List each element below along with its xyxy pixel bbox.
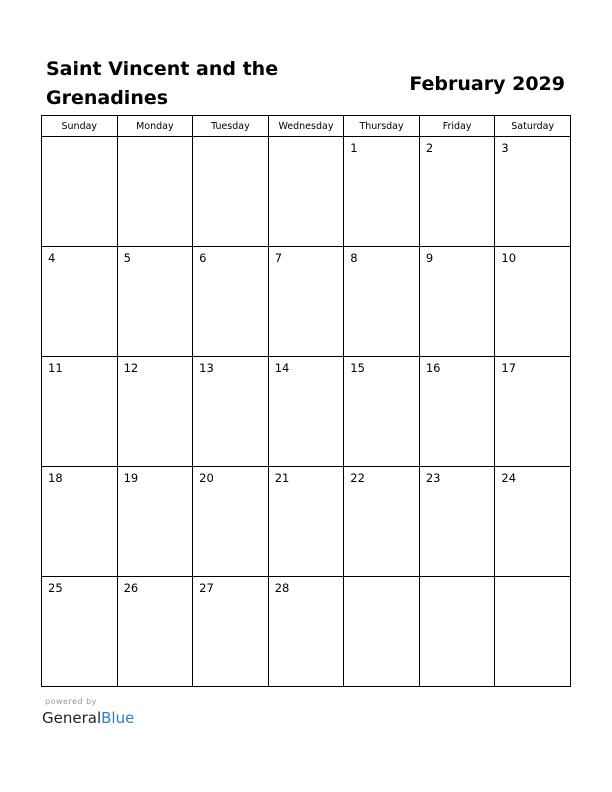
day-number: 7 xyxy=(274,251,283,265)
day-number: 12 xyxy=(123,361,139,375)
region-title xyxy=(46,55,306,113)
day-cell xyxy=(117,137,193,247)
day-number: 20 xyxy=(199,471,214,485)
weekday-header: Thursday xyxy=(344,116,420,137)
day-number: 18 xyxy=(48,471,63,485)
day-number: 24 xyxy=(501,471,517,485)
day-cell xyxy=(344,247,420,357)
day-number: 10 xyxy=(501,251,517,265)
day-cell xyxy=(117,467,193,577)
weekday-header: Sunday xyxy=(42,116,118,137)
day-number: 21 xyxy=(274,471,290,485)
powered-by-label: powered by xyxy=(45,697,97,706)
day-number: 2 xyxy=(425,141,434,155)
day-cell xyxy=(117,577,193,687)
weekday-header: Monday xyxy=(117,116,193,137)
day-number xyxy=(420,577,495,581)
week-row xyxy=(42,467,571,577)
day-number: 8 xyxy=(350,251,358,265)
weekday-header: Saturday xyxy=(495,116,571,137)
day-cell xyxy=(419,577,495,687)
day-number: 25 xyxy=(48,581,63,595)
weekday-header-row xyxy=(42,116,571,137)
week-row xyxy=(42,247,571,357)
day-number: 5 xyxy=(123,251,131,265)
day-number: 27 xyxy=(199,581,214,595)
day-cell xyxy=(419,137,495,247)
day-number xyxy=(42,137,117,141)
day-cell xyxy=(495,357,571,467)
day-cell xyxy=(42,467,118,577)
day-cell xyxy=(193,137,269,247)
day-cell xyxy=(42,247,118,357)
day-cell xyxy=(495,577,571,687)
day-cell xyxy=(193,247,269,357)
day-number: 4 xyxy=(48,251,56,265)
day-cell xyxy=(419,357,495,467)
day-cell xyxy=(268,467,344,577)
day-number: 23 xyxy=(425,471,441,485)
day-number xyxy=(118,137,193,141)
day-cell xyxy=(268,247,344,357)
weekday-header: Friday xyxy=(419,116,495,137)
footer-branding xyxy=(42,697,134,728)
day-cell xyxy=(344,577,420,687)
day-number: 26 xyxy=(123,581,139,595)
region-title-line1: Saint Vincent and the xyxy=(46,58,279,80)
day-cell xyxy=(344,137,420,247)
day-number: 11 xyxy=(48,361,63,375)
day-number xyxy=(193,137,268,141)
month-year-title: February 2029 xyxy=(409,73,565,95)
day-number xyxy=(495,577,570,581)
day-number: 13 xyxy=(199,361,214,375)
day-cell xyxy=(42,577,118,687)
day-number: 3 xyxy=(501,141,509,155)
weekday-header: Wednesday xyxy=(268,116,344,137)
day-cell xyxy=(495,247,571,357)
day-cell xyxy=(117,357,193,467)
calendar-grid xyxy=(41,115,571,687)
generalblue-logo[interactable] xyxy=(42,708,134,728)
day-cell xyxy=(42,137,118,247)
day-number: 9 xyxy=(425,251,434,265)
day-cell xyxy=(193,467,269,577)
day-cell xyxy=(344,357,420,467)
day-cell xyxy=(193,577,269,687)
day-number: 17 xyxy=(501,361,517,375)
day-number xyxy=(269,137,344,141)
region-title-line2: Grenadines xyxy=(46,87,169,109)
day-number: 16 xyxy=(425,361,441,375)
day-number xyxy=(344,577,419,581)
week-row xyxy=(42,357,571,467)
day-number: 6 xyxy=(199,251,207,265)
day-number: 15 xyxy=(350,361,365,375)
week-row xyxy=(42,137,571,247)
day-cell xyxy=(419,467,495,577)
day-number: 14 xyxy=(274,361,290,375)
brand-name-part1: General xyxy=(42,709,102,727)
day-cell xyxy=(117,247,193,357)
day-cell xyxy=(193,357,269,467)
day-cell xyxy=(268,137,344,247)
day-cell xyxy=(268,577,344,687)
day-cell xyxy=(495,137,571,247)
day-cell xyxy=(42,357,118,467)
day-cell xyxy=(495,467,571,577)
day-number: 1 xyxy=(350,141,358,155)
day-cell xyxy=(344,467,420,577)
day-cell xyxy=(419,247,495,357)
day-number: 19 xyxy=(123,471,139,485)
day-cell xyxy=(268,357,344,467)
day-number: 22 xyxy=(350,471,365,485)
brand-name-part2: Blue xyxy=(101,709,135,727)
week-row xyxy=(42,577,571,687)
weekday-header: Tuesday xyxy=(193,116,269,137)
day-number: 28 xyxy=(274,581,290,595)
